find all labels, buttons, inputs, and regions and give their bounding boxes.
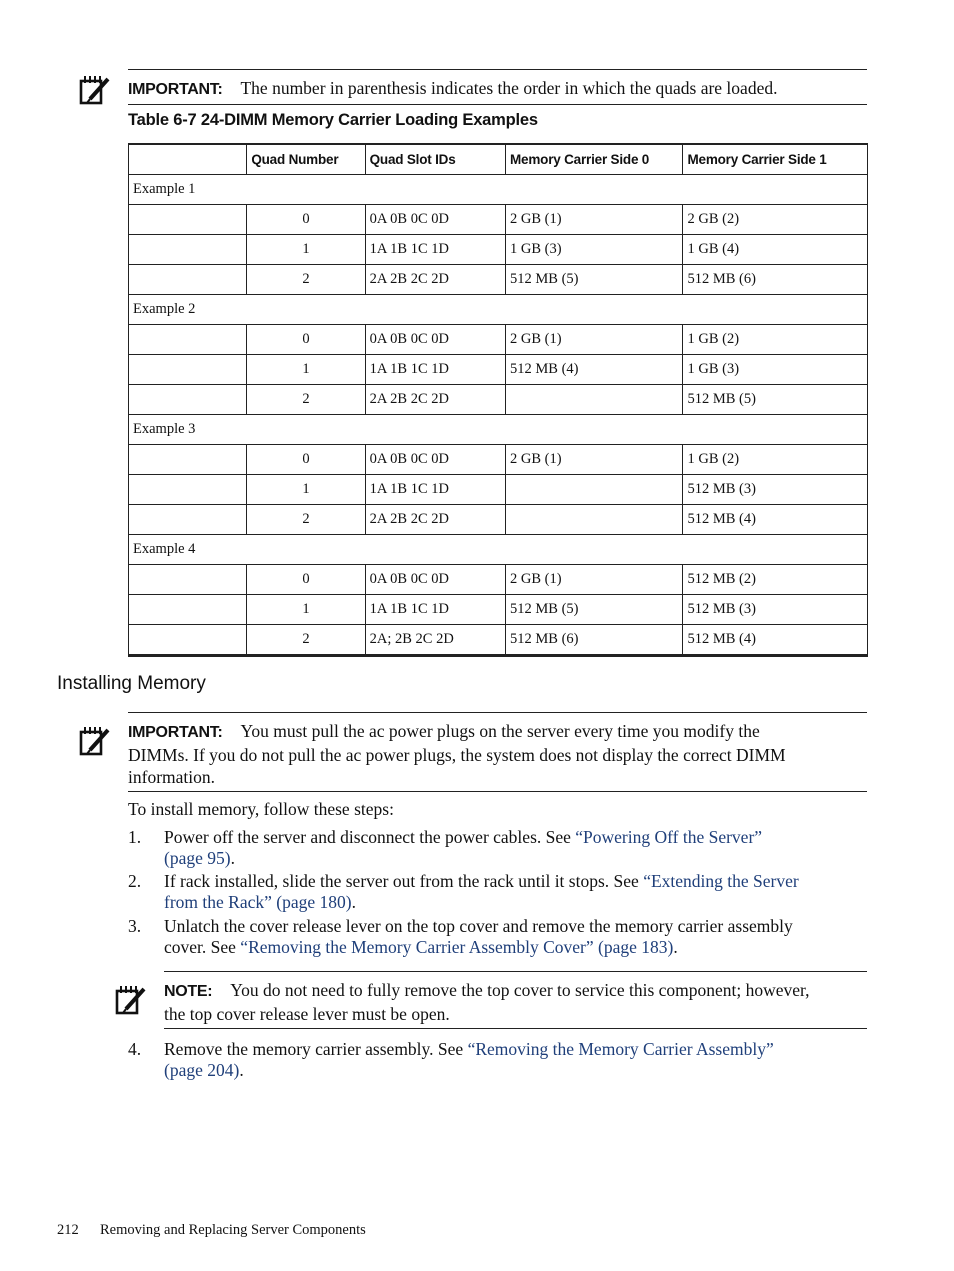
table-row <box>129 505 868 535</box>
table-cell: 2 <box>247 505 365 535</box>
example-row <box>129 535 868 565</box>
example-row <box>129 175 868 205</box>
table-cell: 0 <box>247 565 365 595</box>
important-notepad-icon <box>78 73 112 107</box>
table-cell: 512 MB (3) <box>683 475 868 505</box>
important-top-rule <box>128 712 867 713</box>
table-cell: 512 MB (4) <box>683 505 868 535</box>
important-text-line: You must pull the ac power plugs on the server every time you modify the <box>240 721 760 741</box>
step-text <box>164 1039 870 1081</box>
section-title: Installing Memory <box>57 673 206 694</box>
example-label: Example 1 <box>129 175 868 205</box>
step-body: If rack installed, slide the server out from the rack until it stops. See <box>164 871 644 891</box>
table-cell: 1 <box>247 595 365 625</box>
table-row <box>129 235 868 265</box>
example-row <box>129 415 868 445</box>
table-cell <box>506 475 683 505</box>
table-row <box>129 355 868 385</box>
important-bottom-rule <box>128 104 867 105</box>
table-cell: 1 <box>247 475 365 505</box>
table-cell: 512 MB (4) <box>683 625 868 656</box>
table-cell: 0A 0B 0C 0D <box>365 445 505 475</box>
note-block <box>164 979 869 1025</box>
table-header-cell: Memory Carrier Side 0 <box>506 144 683 175</box>
note-notepad-icon <box>114 983 148 1017</box>
xref-link[interactable]: “Removing the Memory Carrier Assembly Cover” (page 183) <box>240 937 674 957</box>
table-cell: 2 GB (1) <box>506 445 683 475</box>
note-text-line: You do not need to fully remove the top cover to service this component; however, <box>230 980 810 1000</box>
important-top-rule <box>128 69 867 70</box>
dimm-loading-table <box>128 143 868 657</box>
xref-link[interactable]: from the Rack” (page 180) <box>164 892 352 912</box>
table-row <box>129 595 868 625</box>
intro-text: To install memory, follow these steps: <box>128 799 394 819</box>
xref-link[interactable]: (page 204) <box>164 1060 240 1080</box>
table-cell: 1 <box>247 355 365 385</box>
table-cell: 2A 2B 2C 2D <box>365 265 505 295</box>
step-number: 1. <box>128 827 142 847</box>
note-bottom-rule <box>164 1028 867 1029</box>
important-notepad-icon <box>78 724 112 758</box>
table-cell: 1A 1B 1C 1D <box>365 475 505 505</box>
table-cell: 2 <box>247 385 365 415</box>
table-cell: 0 <box>247 325 365 355</box>
table-header-cell: Quad Number <box>247 144 365 175</box>
step-text <box>164 916 870 958</box>
table-row <box>129 265 868 295</box>
table-cell: 1A 1B 1C 1D <box>365 355 505 385</box>
table-cell: 1 GB (2) <box>683 445 868 475</box>
table-row <box>129 625 868 656</box>
table-cell: 1A 1B 1C 1D <box>365 235 505 265</box>
step-body: Remove the memory carrier assembly. See <box>164 1039 468 1059</box>
step-text <box>164 827 870 869</box>
table-cell: 512 MB (6) <box>506 625 683 656</box>
table-row <box>129 325 868 355</box>
table-cell: 2A 2B 2C 2D <box>365 505 505 535</box>
step-number: 2. <box>128 871 142 891</box>
important-note-1 <box>128 77 868 101</box>
important-bottom-rule <box>128 791 867 792</box>
table-cell: 1 GB (2) <box>683 325 868 355</box>
table-cell <box>506 505 683 535</box>
chapter-title: Removing and Replacing Server Components <box>100 1222 366 1238</box>
note-top-rule <box>164 971 867 972</box>
table-cell: 2 GB (1) <box>506 565 683 595</box>
table-cell: 2 GB (2) <box>683 205 868 235</box>
table-cell: 1 GB (4) <box>683 235 868 265</box>
step-text <box>164 871 870 913</box>
step-number: 4. <box>128 1039 142 1059</box>
table-cell: 2 GB (1) <box>506 205 683 235</box>
table-cell <box>506 385 683 415</box>
table-caption: Table 6-7 24-DIMM Memory Carrier Loading Examples <box>128 111 538 129</box>
table-row <box>129 205 868 235</box>
table-header-row <box>129 144 868 175</box>
table-cell: 0 <box>247 445 365 475</box>
example-label: Example 3 <box>129 415 868 445</box>
page-number: 212 <box>57 1222 79 1238</box>
step-body: . <box>239 1060 244 1080</box>
table-cell: 2 <box>247 265 365 295</box>
table-row <box>129 565 868 595</box>
table-cell: 2 GB (1) <box>506 325 683 355</box>
table-cell: 0A 0B 0C 0D <box>365 565 505 595</box>
table-cell: 512 MB (5) <box>683 385 868 415</box>
example-label: Example 2 <box>129 295 868 325</box>
important-text-line: DIMMs. If you do not pull the ac power plugs, the system does not display the correct DIMM <box>128 745 786 765</box>
table-cell: 1 <box>247 235 365 265</box>
table-header-cell: Memory Carrier Side 1 <box>683 144 868 175</box>
step-body: cover. See <box>164 937 241 957</box>
xref-link[interactable]: “Extending the Server <box>643 871 799 891</box>
important-label: IMPORTANT: <box>128 724 223 741</box>
table-cell: 1 GB (3) <box>683 355 868 385</box>
table-cell: 512 MB (3) <box>683 595 868 625</box>
table-row <box>129 445 868 475</box>
table-cell: 512 MB (4) <box>506 355 683 385</box>
example-row <box>129 295 868 325</box>
table-header-cell <box>129 144 247 175</box>
note-label: NOTE: <box>164 983 213 1000</box>
table-header-cell: Quad Slot IDs <box>365 144 505 175</box>
page-footer <box>57 1222 366 1239</box>
table-cell: 512 MB (2) <box>683 565 868 595</box>
table-cell: 512 MB (5) <box>506 265 683 295</box>
table-cell: 2A; 2B 2C 2D <box>365 625 505 656</box>
table-cell: 1A 1B 1C 1D <box>365 595 505 625</box>
table-cell: 512 MB (5) <box>506 595 683 625</box>
table-cell: 0A 0B 0C 0D <box>365 325 505 355</box>
table-cell: 512 MB (6) <box>683 265 868 295</box>
step-body: Power off the server and disconnect the power cables. See <box>164 827 576 847</box>
xref-link[interactable]: (page 95) <box>164 848 231 868</box>
important-text: The number in parenthesis indicates the order in which the quads are loaded. <box>240 78 778 98</box>
xref-link[interactable]: “Removing the Memory Carrier Assembly” <box>467 1039 774 1059</box>
important-label: IMPORTANT: <box>128 81 223 98</box>
step-body: . <box>351 892 356 912</box>
step-body: Unlatch the cover release lever on the top cover and remove the memory carrier assembly <box>164 916 793 936</box>
step-body: . <box>673 937 678 957</box>
table-cell: 2 <box>247 625 365 656</box>
table-row <box>129 475 868 505</box>
note-text-line: the top cover release lever must be open. <box>164 1004 450 1024</box>
step-body: . <box>230 848 235 868</box>
important-note-2 <box>128 720 868 788</box>
table-cell: 0A 0B 0C 0D <box>365 205 505 235</box>
table-row <box>129 385 868 415</box>
table-cell: 0 <box>247 205 365 235</box>
step-number: 3. <box>128 916 142 936</box>
table-cell: 1 GB (3) <box>506 235 683 265</box>
table-cell: 2A 2B 2C 2D <box>365 385 505 415</box>
important-text-line: information. <box>128 767 215 787</box>
example-label: Example 4 <box>129 535 868 565</box>
xref-link[interactable]: “Powering Off the Server” <box>575 827 763 847</box>
